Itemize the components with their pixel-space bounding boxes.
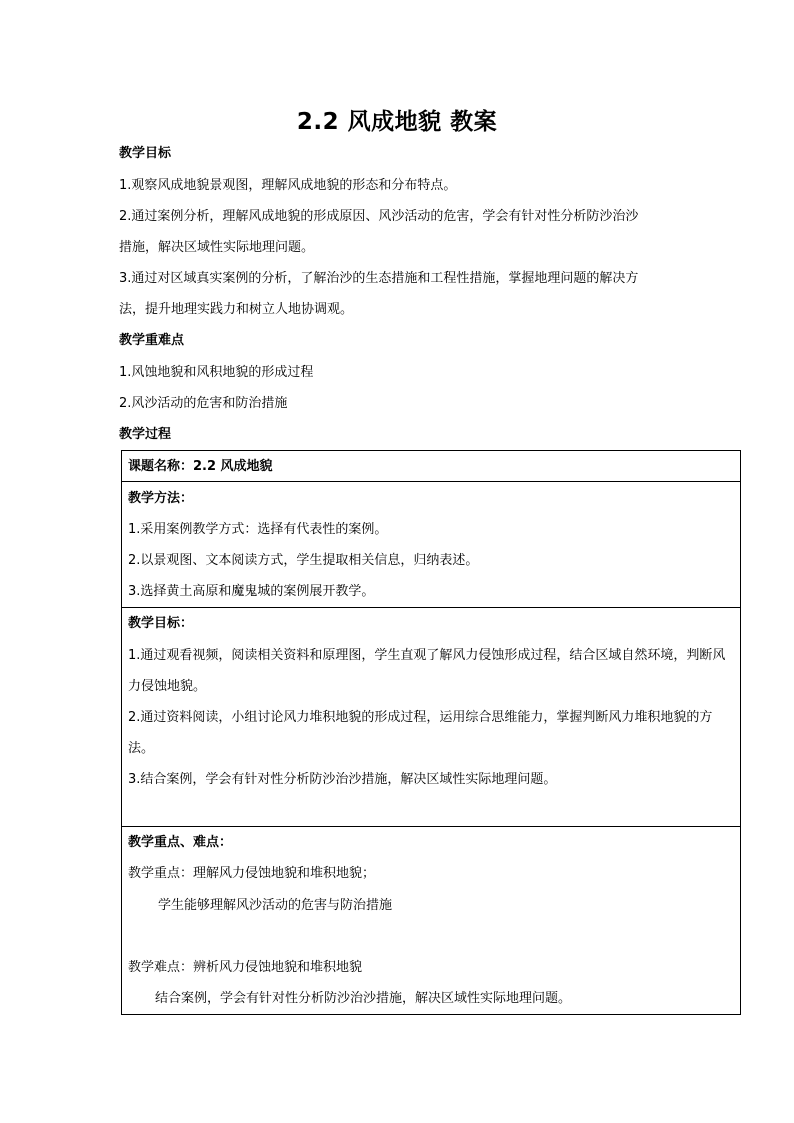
methods-cell [122, 482, 741, 608]
methods-heading: 教学方法： [128, 491, 194, 506]
table-row [122, 608, 741, 827]
goal-line: 措施，解决区域性实际地理问题。 [119, 240, 315, 255]
difficulty: 教学难点：辨析风力侵蚀地貌和堆积地貌 [128, 960, 363, 975]
difficulty-2: 结合案例，学会有针对性分析防沙治沙措施，解决区域性实际地理问题。 [155, 991, 572, 1006]
table-row [122, 482, 741, 608]
goal-line: 3.通过对区域真实案例的分析，了解治沙的生态措施和工程性措施，掌握地理问题的解决方 [119, 271, 639, 286]
document-title: 2.2 风成地貌 教案 [296, 109, 498, 135]
method-line: 2.以景观图、文本阅读方式，学生提取相关信息，归纳表述。 [128, 553, 479, 568]
section-heading-goals: 教学目标 [119, 146, 172, 161]
key-line: 2.风沙活动的危害和防治措施 [119, 396, 288, 411]
key-point-2: 学生能够理解风沙活动的危害与防治措施 [158, 898, 393, 913]
section-heading-key: 教学重难点 [119, 333, 185, 348]
table-row [122, 827, 741, 1015]
key-line: 1.风蚀地貌和风积地貌的形成过程 [119, 365, 314, 380]
method-line: 3.选择黄土高原和魔鬼城的案例展开教学。 [128, 584, 375, 599]
goal-line: 法，提升地理实践力和树立人地协调观。 [119, 302, 354, 317]
key-cell [122, 827, 741, 1015]
goal-line: 2.通过案例分析，理解风成地貌的形成原因、风沙活动的危害，学会有针对性分析防沙治沙 [119, 209, 639, 224]
table-goals-heading: 教学目标： [128, 616, 194, 631]
table-goal-paragraph: 2.通过资料阅读，小组讨论风力堆积地貌的形成过程，运用综合思维能力，掌握判断风力堆积地貌的方法。 [128, 710, 713, 756]
topic-label: 课题名称：2.2 风成地貌 [128, 459, 273, 474]
table-row [122, 451, 741, 482]
goal-line: 1.观察风成地貌景观图，理解风成地貌的形态和分布特点。 [119, 178, 457, 193]
goals-cell [122, 608, 741, 827]
table-goal-line: 3.结合案例，学会有针对性分析防沙治沙措施，解决区域性实际地理问题。 [128, 772, 557, 787]
process-table [121, 450, 741, 1015]
section-heading-process: 教学过程 [119, 427, 172, 442]
topic-cell [122, 451, 741, 482]
table-key-heading: 教学重点、难点： [128, 835, 233, 850]
table-goal-paragraph: 1.通过观看视频，阅读相关资料和原理图，学生直观了解风力侵蚀形成过程，结合区域自然环境，判断风力侵蚀地貌。 [128, 648, 726, 694]
method-line: 1.采用案例教学方式：选择有代表性的案例。 [128, 522, 388, 537]
key-point: 教学重点：理解风力侵蚀地貌和堆积地貌； [128, 866, 376, 881]
